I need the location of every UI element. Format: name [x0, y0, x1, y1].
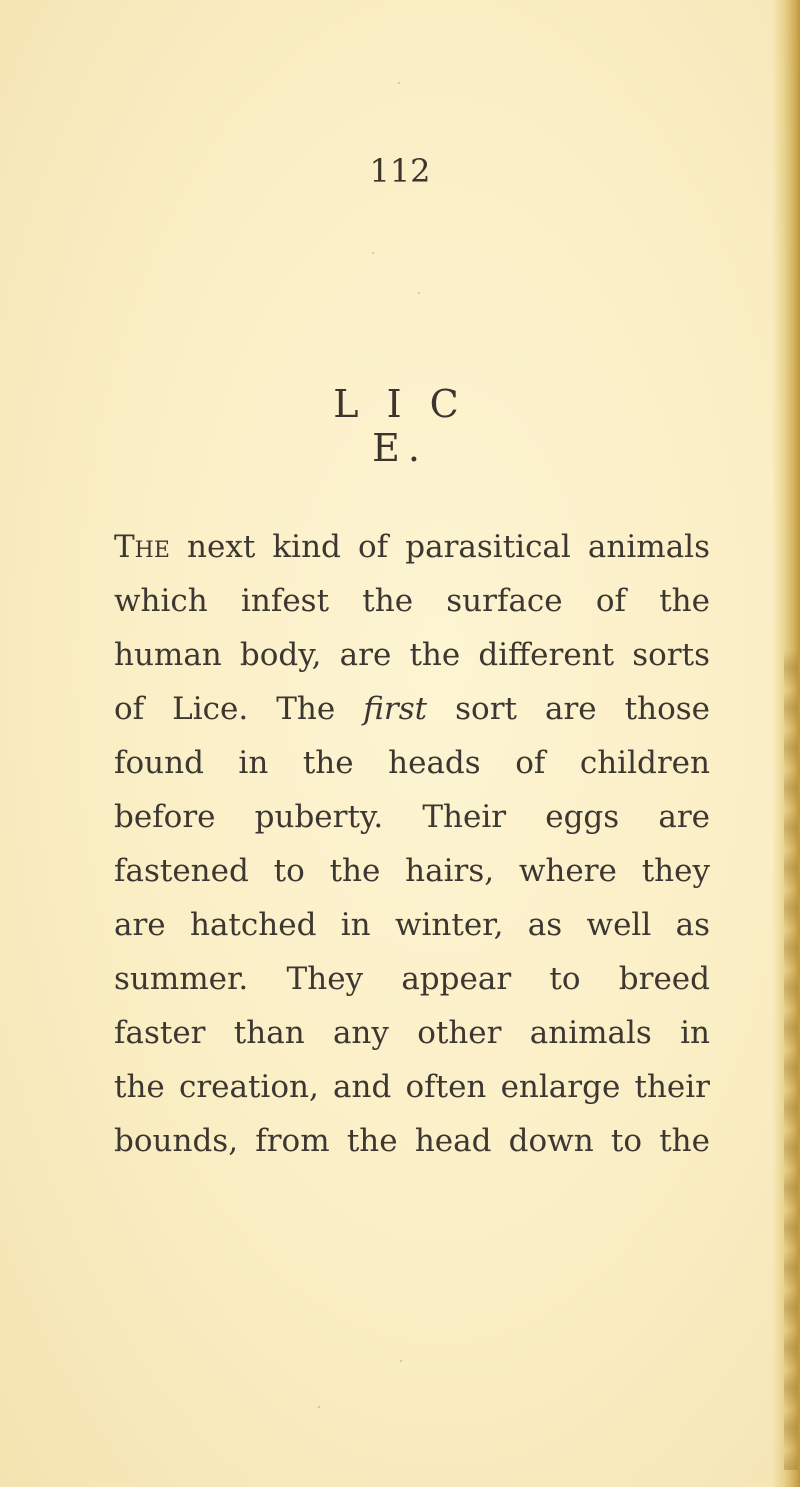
text-line: before puberty. Their eggs are	[114, 799, 710, 835]
text-line: the creation, and often enlarge their	[114, 1069, 710, 1105]
first-word: The	[114, 529, 170, 565]
text-line: fastened to the hairs, where they	[114, 853, 710, 889]
page-number: 112	[369, 152, 431, 190]
paper-speck	[318, 1406, 320, 1408]
paper-speck	[398, 82, 400, 84]
text-line: human body, are the different sorts	[114, 637, 710, 673]
text-line: summer. They appear to breed	[114, 961, 710, 997]
body-paragraph	[114, 520, 710, 1168]
text-line: The next kind of parasitical animals	[114, 529, 710, 565]
text-line: faster than any other animals in	[114, 1015, 710, 1051]
text-line: of Lice. The first sort are those	[114, 691, 710, 727]
paper-speck	[400, 1360, 402, 1362]
text-line: are hatched in winter, as well as	[114, 907, 710, 943]
text-line: which infest the surface of the	[114, 583, 710, 619]
text-line: bounds, from the head down to the	[114, 1123, 710, 1159]
italic-word: first	[363, 691, 428, 727]
page-edge-foxing	[784, 650, 798, 1470]
paper-speck	[418, 292, 420, 294]
text-line: found in the heads of children	[114, 745, 710, 781]
chapter-heading: L I C E.	[333, 382, 467, 470]
paper-speck	[372, 252, 374, 254]
